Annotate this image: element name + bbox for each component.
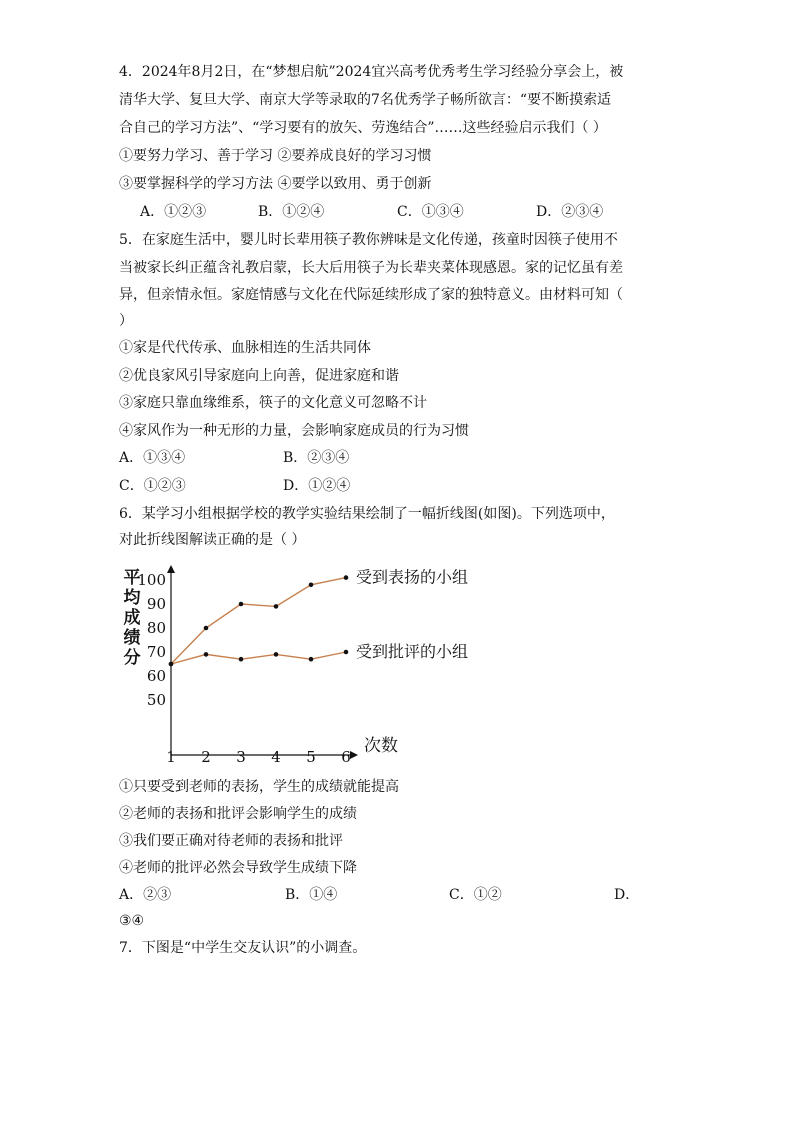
y-axis-label-char: 分	[123, 648, 141, 668]
x-tick-label: 5	[306, 748, 316, 765]
q4-option-c[interactable]: C．①③④	[397, 204, 464, 220]
data-point	[309, 583, 314, 588]
series-label: 受到表扬的小组	[356, 567, 469, 587]
q4-statement-2: ③要掌握科学的学习方法 ④要学以致用、勇于创新	[119, 176, 432, 192]
x-tick-label: 3	[236, 748, 246, 765]
series-label: 受到批评的小组	[356, 642, 469, 661]
q7-line-1: 7．下图是“中学生交友认识”的小调查。	[119, 940, 367, 956]
q6-statement-2: ②老师的表扬和批评会影响学生的成绩	[119, 806, 357, 822]
data-point	[274, 652, 279, 657]
q4-statement-1: ①要努力学习、善于学习 ②要养成良好的学习习惯	[119, 148, 432, 164]
y-axis-label-char: 平	[123, 568, 141, 588]
q6-option-d-text[interactable]: ③④	[119, 913, 145, 929]
q4-option-a[interactable]: A．①②③	[140, 204, 207, 220]
q6-option-b[interactable]: B．①④	[285, 887, 338, 903]
q5-statement-2: ②优良家风引导家庭向上向善，促进家庭和谐	[119, 368, 399, 384]
y-tick-label: 90	[146, 595, 166, 613]
y-axis-arrow	[167, 565, 175, 573]
q6-statement-3: ③我们要正确对待老师的表扬和批评	[119, 833, 343, 849]
data-point	[169, 662, 174, 667]
q4-line-1: 4．2024年8月2日，在“梦想启航”2024宜兴高考优秀考生学习经验分享会上，被	[119, 64, 624, 80]
q6-statement-1: ①只要受到老师的表扬，学生的成绩就能提高	[119, 779, 399, 795]
q5-statement-1: ①家是代代传承、血脉相连的生活共同体	[119, 340, 371, 356]
q5-option-c[interactable]: C．①②③	[119, 478, 186, 494]
q6-statement-4: ④老师的批评必然会导致学生成绩下降	[119, 860, 357, 876]
q6-line-1: 6．某学习小组根据学校的教学实验结果绘制了一幅折线图(如图)。下列选项中，	[119, 506, 615, 522]
q5-line-3: 异，但亲情永恒。家庭情感与文化在代际延续形成了家的独特意义。由材料可知（	[119, 287, 623, 303]
y-tick-label: 100	[137, 571, 166, 589]
chart-series	[169, 575, 349, 666]
x-tick-label: 6	[341, 748, 351, 765]
data-point	[309, 657, 314, 662]
q5-statement-4: ④家风作为一种无形的力量，会影响家庭成员的行为习惯	[119, 423, 469, 439]
y-tick-labels	[137, 571, 166, 709]
y-tick-label: 50	[146, 691, 166, 709]
y-axis-label-char: 成	[123, 608, 141, 628]
data-point	[344, 650, 349, 655]
y-axis-label-char: 均	[123, 588, 141, 608]
line-chart	[110, 560, 490, 765]
x-tick-label: 1	[166, 748, 176, 765]
data-point	[344, 575, 349, 580]
x-axis-arrow	[350, 751, 358, 759]
q5-line-4: ）	[119, 313, 133, 329]
x-tick-label: 2	[201, 748, 211, 765]
chart-axes	[167, 565, 358, 759]
data-point	[204, 626, 209, 631]
q4-option-b[interactable]: B．①②④	[258, 204, 325, 220]
x-tick-label: 4	[271, 748, 281, 765]
y-axis-label-char: 绩	[123, 628, 141, 648]
x-tick-labels	[166, 748, 351, 765]
data-point	[239, 657, 244, 662]
y-tick-label: 80	[146, 619, 166, 637]
q6-option-a[interactable]: A．②③	[119, 887, 172, 903]
series-line	[171, 578, 346, 664]
q4-line-2: 清华大学、复旦大学、南京大学等录取的7名优秀学子畅所欲言：“要不断摸索适	[119, 92, 612, 108]
data-point	[274, 604, 279, 609]
q5-line-1: 5．在家庭生活中，婴儿时长辈用筷子教你辨味是文化传递，孩童时因筷子使用不	[119, 232, 618, 248]
q4-line-3: 合自己的学习方法”、“学习要有的放矢、劳逸结合”……这些经验启示我们（ ）	[119, 120, 607, 136]
q6-option-c[interactable]: C．①②	[449, 887, 502, 903]
q4-option-d[interactable]: D．②③④	[536, 204, 604, 220]
y-tick-label: 70	[146, 643, 166, 661]
chart-labels	[124, 567, 469, 756]
y-tick-label: 60	[146, 667, 166, 685]
series-line	[171, 652, 346, 664]
data-point	[239, 602, 244, 607]
x-axis-label: 次数	[364, 736, 398, 756]
q5-option-b[interactable]: B．②③④	[283, 450, 350, 466]
q6-option-d[interactable]: D．	[614, 887, 640, 903]
q6-line-2: 对此折线图解读正确的是（ ）	[119, 532, 306, 548]
q5-option-a[interactable]: A．①③④	[119, 450, 186, 466]
q5-line-2: 当被家长纠正蕴含礼教启蒙，长大后用筷子为长辈夹菜体现感恩。家的记忆虽有差	[119, 260, 623, 276]
q5-statement-3: ③家庭只靠血缘维系，筷子的文化意义可忽略不计	[119, 395, 427, 411]
q5-option-d[interactable]: D．①②④	[283, 478, 351, 494]
data-point	[204, 652, 209, 657]
